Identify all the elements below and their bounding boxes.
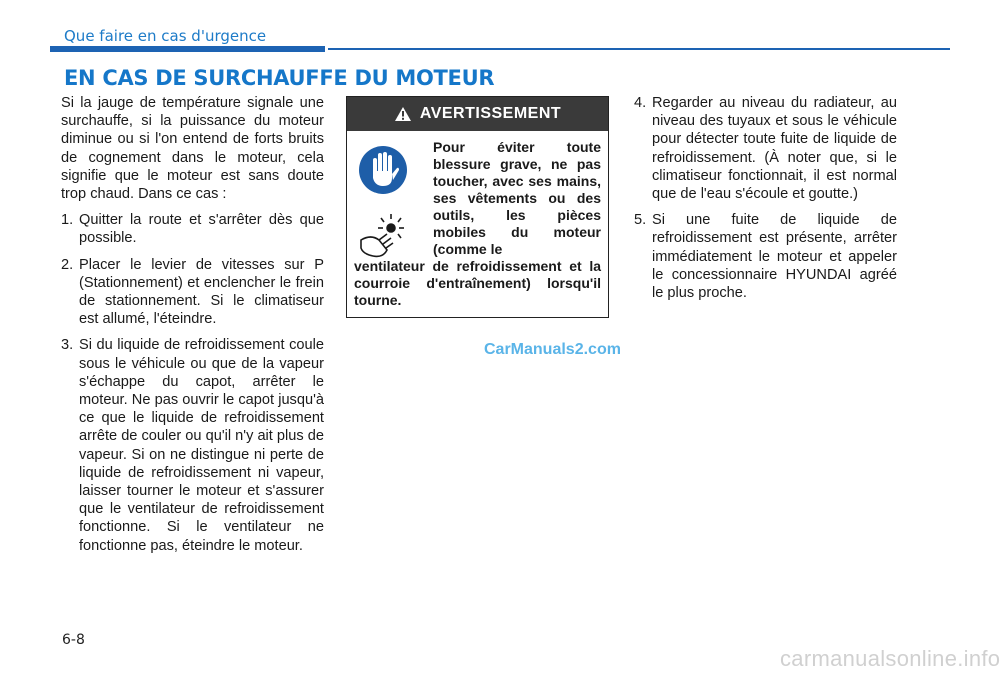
list-number: 5.	[634, 212, 647, 229]
list-text: Quitter la route et s'arrêter dès que possible.	[79, 212, 324, 247]
warning-icons	[357, 144, 417, 266]
list-number: 3.	[61, 337, 74, 354]
header-rule-thin	[328, 48, 950, 50]
list-number: 4.	[634, 95, 647, 111]
list-number: 2.	[61, 256, 74, 273]
list-text: Regarder au niveau du radiateur, au niveau des tuyaux et sous le véhicule pour détecter toute fuite de liquide de refroidissement. (À noter que, si le climatiseur fonctionnait, il est normal que de l'eau s'écoule et goutte.)	[652, 95, 897, 203]
list-item	[634, 211, 897, 302]
warning-text: Pour éviter toute blessure grave, ne pas toucher, avec ses mains, ses vêtements ou des outils, les pièces mobiles du moteur (comme le	[433, 139, 601, 257]
list-number: 1.	[61, 212, 74, 229]
warning-box	[346, 96, 609, 318]
footer-watermark: carmanualsonline.info	[780, 646, 1000, 671]
section-title: Que faire en cas d'urgence	[64, 27, 267, 45]
list-item	[634, 94, 897, 203]
rotating-fan-hazard-icon	[357, 210, 409, 262]
warning-body	[347, 131, 608, 309]
intro-paragraph: Si la jauge de température signale une surchauffe, si la puissance du moteur diminue ou si l'on entend de forts bruits de cognement dans le moteur, cela signifie que le moteur est sans doute trop chaud. Dans ce cas :	[61, 95, 324, 203]
right-column	[634, 94, 897, 302]
warning-text-continued: ventilateur de refroidissement et la courroie d'entraînement) lorsqu'il tourne.	[354, 258, 601, 308]
list-item	[61, 211, 324, 247]
list-item	[61, 336, 324, 554]
warning-triangle-icon	[394, 106, 412, 122]
page-number: 6-8	[62, 632, 85, 648]
left-column	[61, 94, 324, 555]
list-text: Si une fuite de liquide de refroidissement est présente, arrêter immédiatement le moteur et appeler le concessionnaire HYUNDAI agréé le plus proche.	[652, 212, 897, 302]
header-rule-thick	[50, 46, 325, 52]
list-text: Placer le levier de vitesses sur P (Stationnement) et enclencher le frein de stationnement. Si le climatiseur est allumé, l'éteindre.	[79, 256, 324, 328]
warning-title: AVERTISSEMENT	[419, 105, 562, 122]
stop-hand-icon	[357, 144, 409, 196]
list-text: Si du liquide de refroidissement coule sous le véhicule ou que de la vapeur s'échappe du capot, arrêter le moteur. Ne pas ouvrir le capot jusqu'à ce que le liquide de refroidissement arrête de couler ou qu'il n'y ait plus de vapeur. Si on ne distingue ni perte de liquide de refroidissement ni vapeur, laisser tourner le moteur et s'assurer que le ventilateur de refroidissement fonctionne. Si le ventilateur ne fonctionne pas, éteindre le moteur.	[79, 337, 324, 554]
watermark-link[interactable]: CarManuals2.com	[484, 341, 621, 358]
list-item	[61, 256, 324, 329]
page-heading: EN CAS DE SURCHAUFFE DU MOTEUR	[64, 66, 495, 90]
warning-header	[347, 97, 608, 131]
